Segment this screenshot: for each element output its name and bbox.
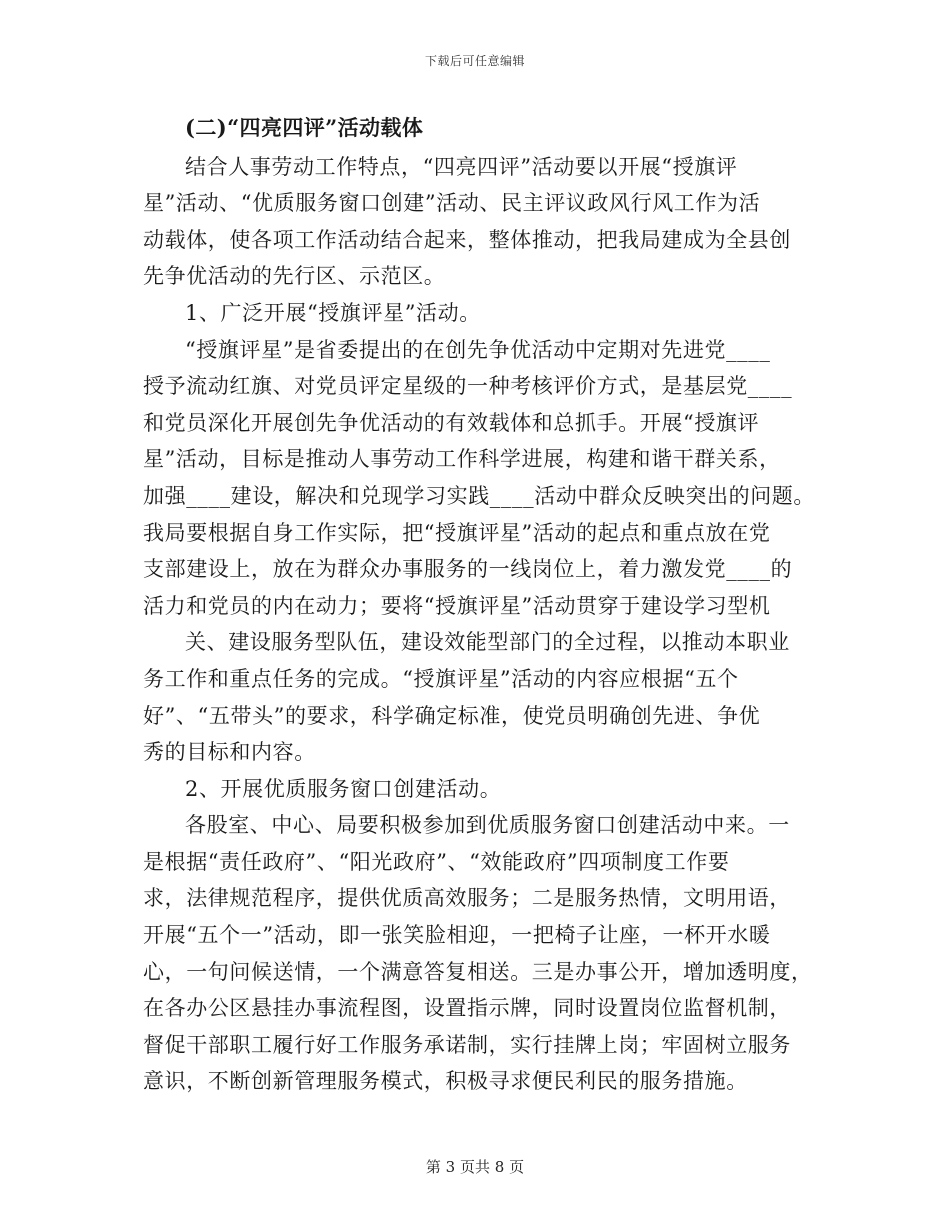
header-note: 下载后可任意编辑 [424, 54, 525, 68]
text-line: 我局要根据自身工作实际，把“授旗评星”活动的起点和重点放在党 [143, 520, 771, 545]
text-line: “授旗评星”是省委提出的在创先争优活动中定期对先进党____ [185, 337, 771, 362]
text-line: 是根据“责任政府”、“阳光政府”、“效能政府”四项制度工作要 [143, 849, 730, 874]
text-line: 督促干部职工履行好工作服务承诺制，实行挂牌上岗；牢固树立服务 [143, 1032, 791, 1057]
text-line: 2、开展优质服务窗口创建活动。 [185, 776, 502, 801]
text-line: 各股室、中心、局要积极参加到优质服务窗口创建活动中来。一 [185, 813, 790, 838]
subheading-1 [143, 295, 807, 332]
section-heading: (二)“四亮四评”活动载体 [185, 115, 424, 140]
text-line: 动载体，使各项工作活动结合起来，整体推动，把我局建成为全县创 [143, 227, 791, 252]
text-line: 先争优活动的先行区、示范区。 [143, 264, 446, 289]
text-line: 支部建设上，放在为群众办事服务的一线岗位上，着力激发党____的 [143, 557, 793, 582]
text-line: 加强____建设，解决和兑现学习实践____活动中群众反映突出的问题。 [143, 483, 815, 508]
subheading-2 [143, 771, 807, 808]
paragraph-shouqi-cont [143, 624, 807, 770]
page-footer: 第 3 页共 8 页 [425, 1158, 525, 1176]
text-line: 好”、“五带头”的要求，科学确定标准，使党员明确创先进、争优 [143, 703, 761, 728]
text-line: 星”活动、“优质服务窗口创建”活动、民主评议政风行风工作为活 [143, 191, 761, 216]
text-line: 秀的目标和内容。 [143, 740, 316, 765]
text-line: 在各办公区悬挂办事流程图，设置指示牌，同时设置岗位监督机制， [143, 996, 791, 1021]
paragraph-shouqi [143, 332, 815, 625]
text-line: 和党员深化开展创先争优活动的有效载体和总抓手。开展“授旗评 [143, 410, 760, 435]
text-line: 星”活动，目标是推动人事劳动工作科学进展，构建和谐干群关系， [143, 447, 781, 472]
document-body [143, 110, 815, 1100]
paragraph-window [143, 807, 813, 1100]
text-line: 心，一句问候送情，一个满意答复相送。三是办事公开，增加透明度， [143, 959, 813, 984]
text-line: 结合人事劳动工作特点，“四亮四评”活动要以开展“授旗评 [185, 154, 738, 179]
text-line: 务工作和重点任务的完成。“授旗评星”活动的内容应根据“五个 [143, 666, 739, 691]
text-line: 求，法律规范程序，提供优质高效服务；二是服务热情，文明用语， [143, 886, 791, 911]
text-line: 授予流动红旗、对党员评定星级的一种考核评价方式，是基层党____ [143, 374, 793, 399]
intro-paragraph [143, 149, 807, 295]
text-line: 活力和党员的内在动力；要将“授旗评星”活动贯穿于建设学习型机 [143, 593, 771, 618]
text-line: 开展“五个一”活动，即一张笑脸相迎，一把椅子让座，一杯开水暖 [143, 923, 771, 948]
text-line: 关、建设服务型队伍，建设效能型部门的全过程，以推动本职业 [185, 630, 790, 655]
text-line: 1、广泛开展“授旗评星”活动。 [185, 300, 481, 325]
text-line: 意识，不断创新管理服务模式，积极寻求便民利民的服务措施。 [143, 1069, 748, 1094]
